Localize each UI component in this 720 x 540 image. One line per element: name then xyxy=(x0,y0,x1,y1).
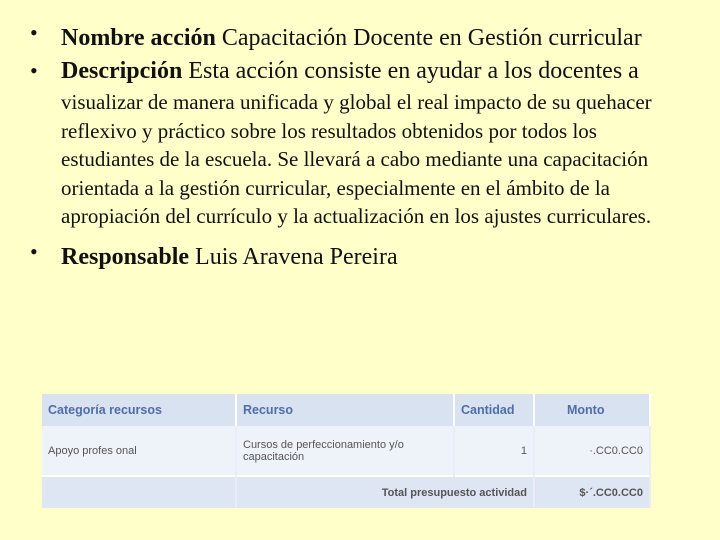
table-header-row xyxy=(42,394,650,426)
nombre-accion-label: Nombre acción xyxy=(61,25,216,51)
cell-categoria: Apoyo profes onal xyxy=(42,426,236,476)
bullet-nombre-accion xyxy=(30,22,690,54)
header-categoria: Categoría recursos xyxy=(42,394,236,426)
cell-monto: ·.CC0.CC0 xyxy=(534,426,650,476)
responsable-label: Responsable xyxy=(61,243,190,270)
table-total-row xyxy=(42,476,650,508)
header-monto: Monto xyxy=(534,394,650,426)
descripcion-label: Descripción xyxy=(61,58,183,84)
bullet-responsable xyxy=(30,238,690,273)
descripcion-text-rest: visualizar de manera unificada y global el real impacto de su quehacer reflexivo y práctico sobre los resultados obtenidos por todos los estudiantes de la escuela. Se llevará a cabo mediante una capacitación orientada a la gestión curricular, especialmente en el ámbito de la apropiación del currículo y la actualización en los ajustes curriculares. xyxy=(61,90,652,229)
bullet-marker: • xyxy=(30,58,38,83)
bullet-marker: • xyxy=(30,20,38,45)
responsable-value: Luis Aravena Pereira xyxy=(195,243,398,270)
bullet-marker: • xyxy=(30,238,38,264)
cell-cantidad: 1 xyxy=(454,426,534,476)
header-recurso: Recurso xyxy=(236,394,454,426)
descripcion-text-first: Esta acción consiste en ayudar a los docentes a xyxy=(188,58,639,84)
header-cantidad: Cantidad xyxy=(454,394,534,426)
bullet-descripcion xyxy=(30,54,690,231)
bullet-list xyxy=(30,22,690,273)
nombre-accion-value: Capacitación Docente en Gestión curricular xyxy=(221,25,642,51)
resources-table xyxy=(42,394,650,508)
table-row xyxy=(42,426,650,476)
total-label: Total presupuesto actividad xyxy=(236,476,534,508)
cell-recurso: Cursos de perfeccionamiento y/o capacitación xyxy=(236,426,454,476)
total-value: $·´.CC0.CC0 xyxy=(534,476,650,508)
